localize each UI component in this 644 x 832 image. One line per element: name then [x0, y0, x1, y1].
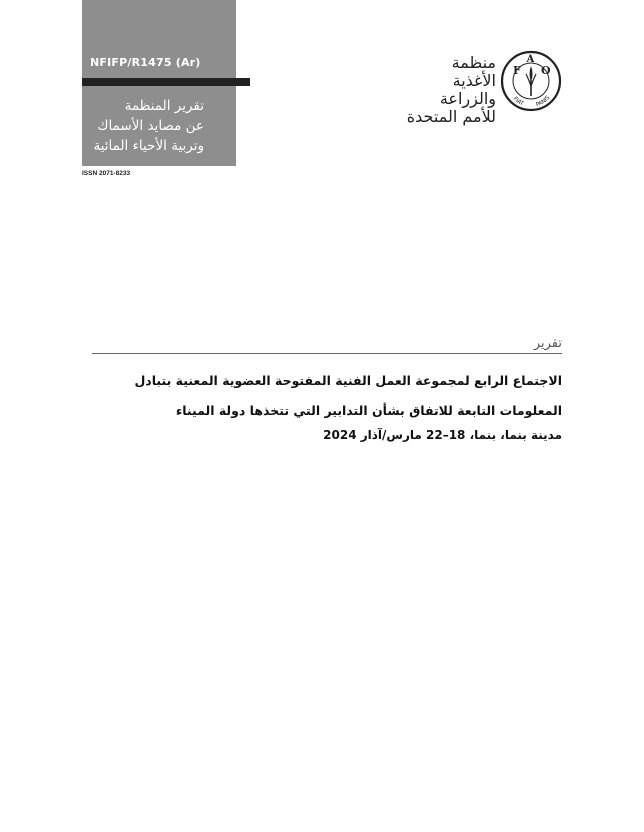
- logo-motto-panis: PANIS: [535, 94, 552, 109]
- report-title: الاجتماع الرابع لمجموعة العمل الفنية المفتوحة العضوية المعنية بتبادل المعلومات التابعة للاتفاق بشأن التدابير التي تتخذها دولة الميناء: [134, 373, 562, 418]
- organization-name: [400, 54, 496, 126]
- banner-divider: [82, 78, 250, 86]
- report-label: تقرير: [533, 336, 562, 351]
- series-title-line: وتربية الأحياء المائية: [93, 138, 204, 154]
- organization-name-line: منظمة: [451, 53, 496, 72]
- series-title-line: عن مصايد الأسماك: [97, 118, 204, 134]
- title-rule: [92, 353, 562, 354]
- meeting-details: مدينة بنما، بنما، 18–22 مارس/آذار 2024: [323, 428, 562, 442]
- logo-letter-o: O: [541, 64, 551, 77]
- series-title: [86, 96, 204, 156]
- organization-name-line: الأغذية والزراعة: [439, 71, 496, 108]
- logo-motto-fiat: FIAT: [511, 95, 525, 108]
- logo-letter-a: A: [526, 54, 535, 65]
- series-title-line: تقرير المنظمة: [124, 98, 204, 114]
- organization-name-line: للأمم المتحدة: [406, 107, 496, 126]
- issn-number: ISSN 2071-8233: [82, 170, 131, 177]
- svg-text:FIAT: [512, 96, 525, 108]
- logo-letter-f: F: [513, 64, 521, 77]
- fao-logo-icon: [500, 50, 562, 112]
- document-code: NFIFP/R1475 (Ar): [90, 56, 201, 69]
